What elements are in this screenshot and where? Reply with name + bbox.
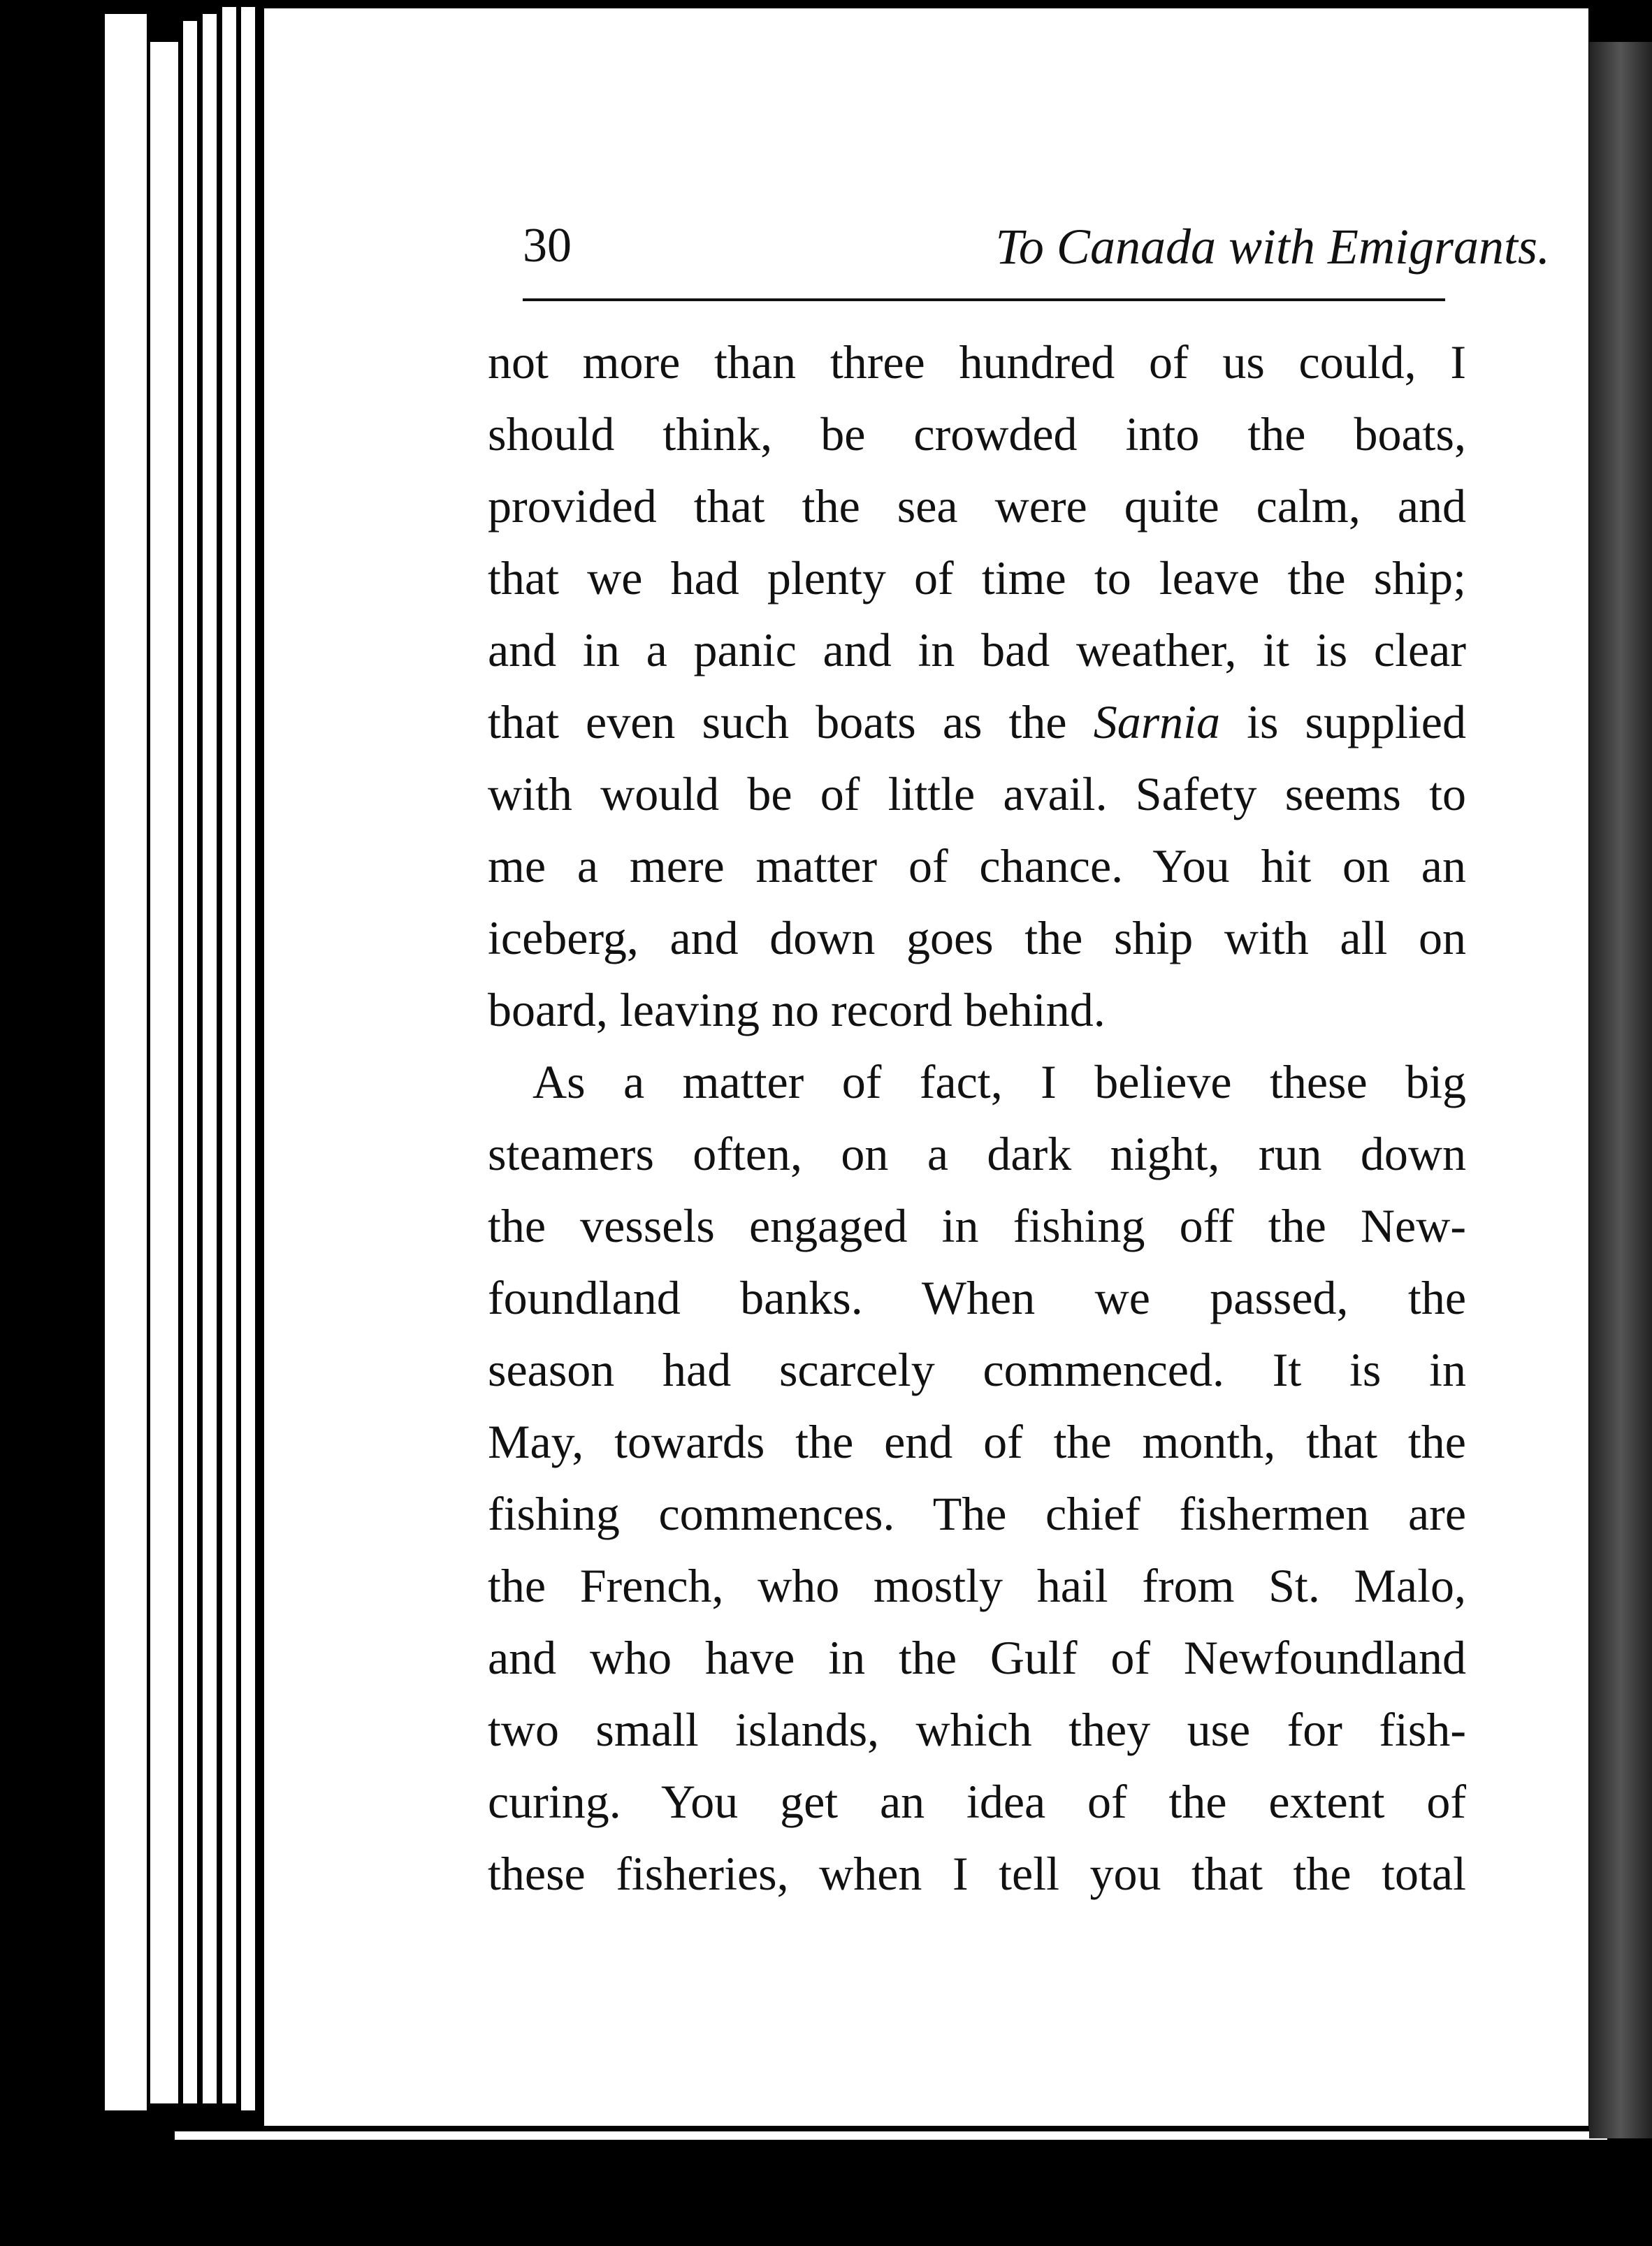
- running-head: [523, 218, 1613, 288]
- text-line: with would be of little avail. Safety seems to: [488, 767, 1466, 820]
- body-text: [488, 326, 1466, 1910]
- text-line: the French, who mostly hail from St. Malo,: [488, 1559, 1466, 1612]
- text-line: [488, 686, 1466, 758]
- text-line: should think, be crowded into the boats,: [488, 407, 1466, 461]
- text-run: is supplied: [1220, 695, 1466, 748]
- text-line: curing. You get an idea of the extent of: [488, 1775, 1466, 1828]
- text-line: not more than three hundred of us could, I: [488, 335, 1466, 389]
- page-number: 30: [523, 219, 572, 273]
- text-line: As a matter of fact, I believe these big: [532, 1055, 1466, 1108]
- book-page-edge: [203, 14, 221, 2103]
- book-bottom-edge: [175, 2128, 1607, 2140]
- text-line: season had scarcely commenced. It is in: [488, 1343, 1466, 1396]
- book-page-edge: [241, 7, 259, 2110]
- text-line: and in a panic and in bad weather, it is clear: [488, 623, 1466, 676]
- paragraph: [488, 326, 1466, 1046]
- text-line: iceberg, and down goes the ship with all on: [488, 911, 1466, 964]
- book-page-edge: [222, 7, 240, 2103]
- text-line: May, towards the end of the month, that the: [488, 1415, 1466, 1468]
- text-line: board, leaving no record behind.: [488, 983, 1106, 1036]
- text-line: these fisheries, when I tell you that the total: [488, 1847, 1466, 1900]
- book-page: [264, 8, 1588, 2126]
- text-line: me a mere matter of chance. You hit on an: [488, 839, 1466, 892]
- text-line: foundland banks. When we passed, the: [488, 1271, 1466, 1324]
- paragraph: [488, 1046, 1466, 1910]
- text-line: two small islands, which they use for fish-: [488, 1703, 1466, 1756]
- text-line: the vessels engaged in fishing off the New-: [488, 1199, 1466, 1252]
- book-page-edge: [150, 42, 182, 2103]
- header-rule: [523, 298, 1445, 301]
- ship-name: Sarnia: [1093, 695, 1221, 748]
- book-page-edge: [183, 21, 201, 2103]
- text-line: fishing commences. The chief fishermen are: [488, 1487, 1466, 1540]
- text-line: that we had plenty of time to leave the ship;: [488, 551, 1466, 604]
- text-line: provided that the sea were quite calm, and: [488, 479, 1466, 532]
- running-title: To Canada with Emigrants.: [995, 219, 1550, 275]
- scan-shadow: [1589, 42, 1652, 2138]
- text-line: and who have in the Gulf of Newfoundland: [488, 1631, 1466, 1684]
- text-run: that even such boats as the: [488, 695, 1094, 748]
- text-line: steamers often, on a dark night, run down: [488, 1127, 1466, 1180]
- book-page-edge: [105, 14, 151, 2110]
